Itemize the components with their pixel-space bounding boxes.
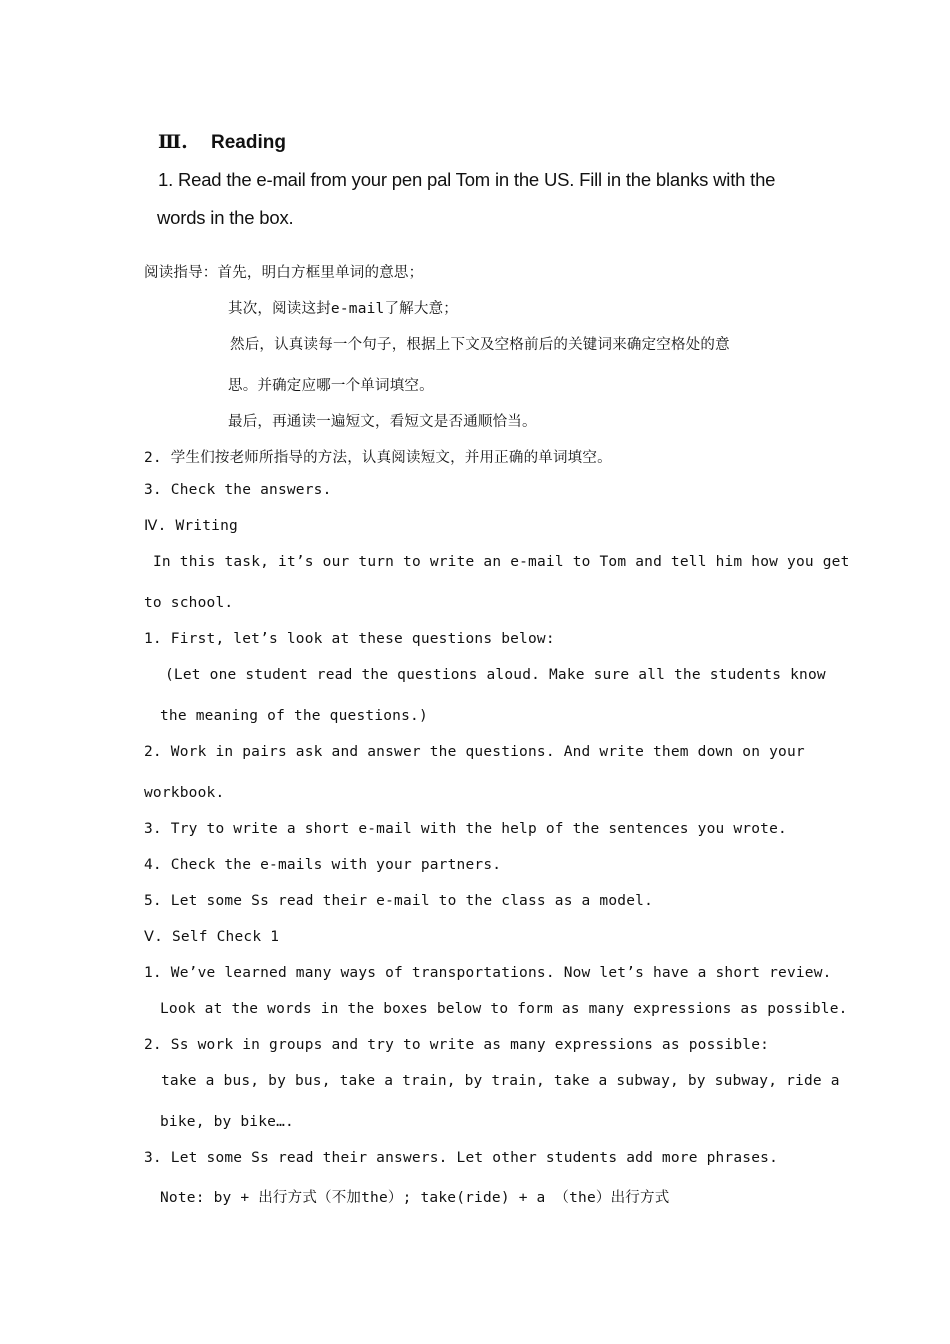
reading-guide-line5: 最后，再通读一遍短文，看短文是否通顺恰当。 xyxy=(228,414,537,430)
writing-step-1-note-line2: the meaning of the questions.) xyxy=(160,708,428,724)
section-title-reading: Reading xyxy=(211,132,286,153)
reading-step-2: 2. 学生们按老师所指导的方法，认真阅读短文，并用正确的单词填空。 xyxy=(144,450,612,466)
writing-step-2-line2: workbook. xyxy=(144,785,225,801)
writing-step-3: 3. Try to write a short e-mail with the help of the sentences you wrote. xyxy=(144,821,787,837)
reading-guide-line4: 思。并确定应哪一个单词填空。 xyxy=(228,378,434,394)
self-check-step-2: 2. Ss work in groups and try to write as many expressions as possible: xyxy=(144,1037,770,1053)
reading-instruction-line2: words in the box. xyxy=(157,207,294,228)
section-numeral-reading: Ⅲ. xyxy=(158,131,188,153)
self-check-examples-line1: take a bus, by bus, take a train, by train, take a subway, by subway, ride a xyxy=(161,1073,840,1089)
writing-intro-line2: to school. xyxy=(144,595,234,611)
writing-step-5: 5. Let some Ss read their e-mail to the class as a model. xyxy=(144,893,653,909)
reading-instruction-line1: 1. Read the e-mail from your pen pal Tom in the US. Fill in the blanks with the xyxy=(158,169,776,190)
reading-guide-line2: 其次，阅读这封e-mail了解大意； xyxy=(228,301,458,317)
self-check-examples-line2: bike, by bike…. xyxy=(160,1114,294,1130)
writing-intro-line1: In this task, it’s our turn to write an e-mail to Tom and tell him how you get xyxy=(153,554,850,570)
writing-step-1: 1. First, let’s look at these questions below: xyxy=(144,631,555,647)
section-heading-writing: Ⅳ. Writing xyxy=(144,518,238,534)
writing-step-4: 4. Check the e-mails with your partners. xyxy=(144,857,502,873)
self-check-note: Note: by + 出行方式（不加the）; take(ride) + a （the）出行方式 xyxy=(160,1190,670,1206)
reading-guide-line3: 然后，认真读每一个句子，根据上下文及空格前后的关键词来确定空格处的意 xyxy=(230,337,730,353)
writing-step-1-note-line1: (Let one student read the questions aloud. Make sure all the students know xyxy=(165,667,826,683)
reading-step-3: 3. Check the answers. xyxy=(144,482,332,498)
self-check-step-1-line2: Look at the words in the boxes below to form as many expressions as possible. xyxy=(160,1001,848,1017)
self-check-step-1-line1: 1. We’ve learned many ways of transportations. Now let’s have a short review. xyxy=(144,965,832,981)
section-heading-self-check: Ⅴ. Self Check 1 xyxy=(144,929,280,945)
reading-guide-line1: 阅读指导：首先，明白方框里单词的意思； xyxy=(144,265,424,281)
writing-step-2-line1: 2. Work in pairs ask and answer the questions. And write them down on your xyxy=(144,744,805,760)
self-check-step-3: 3. Let some Ss read their answers. Let other students add more phrases. xyxy=(144,1150,779,1166)
